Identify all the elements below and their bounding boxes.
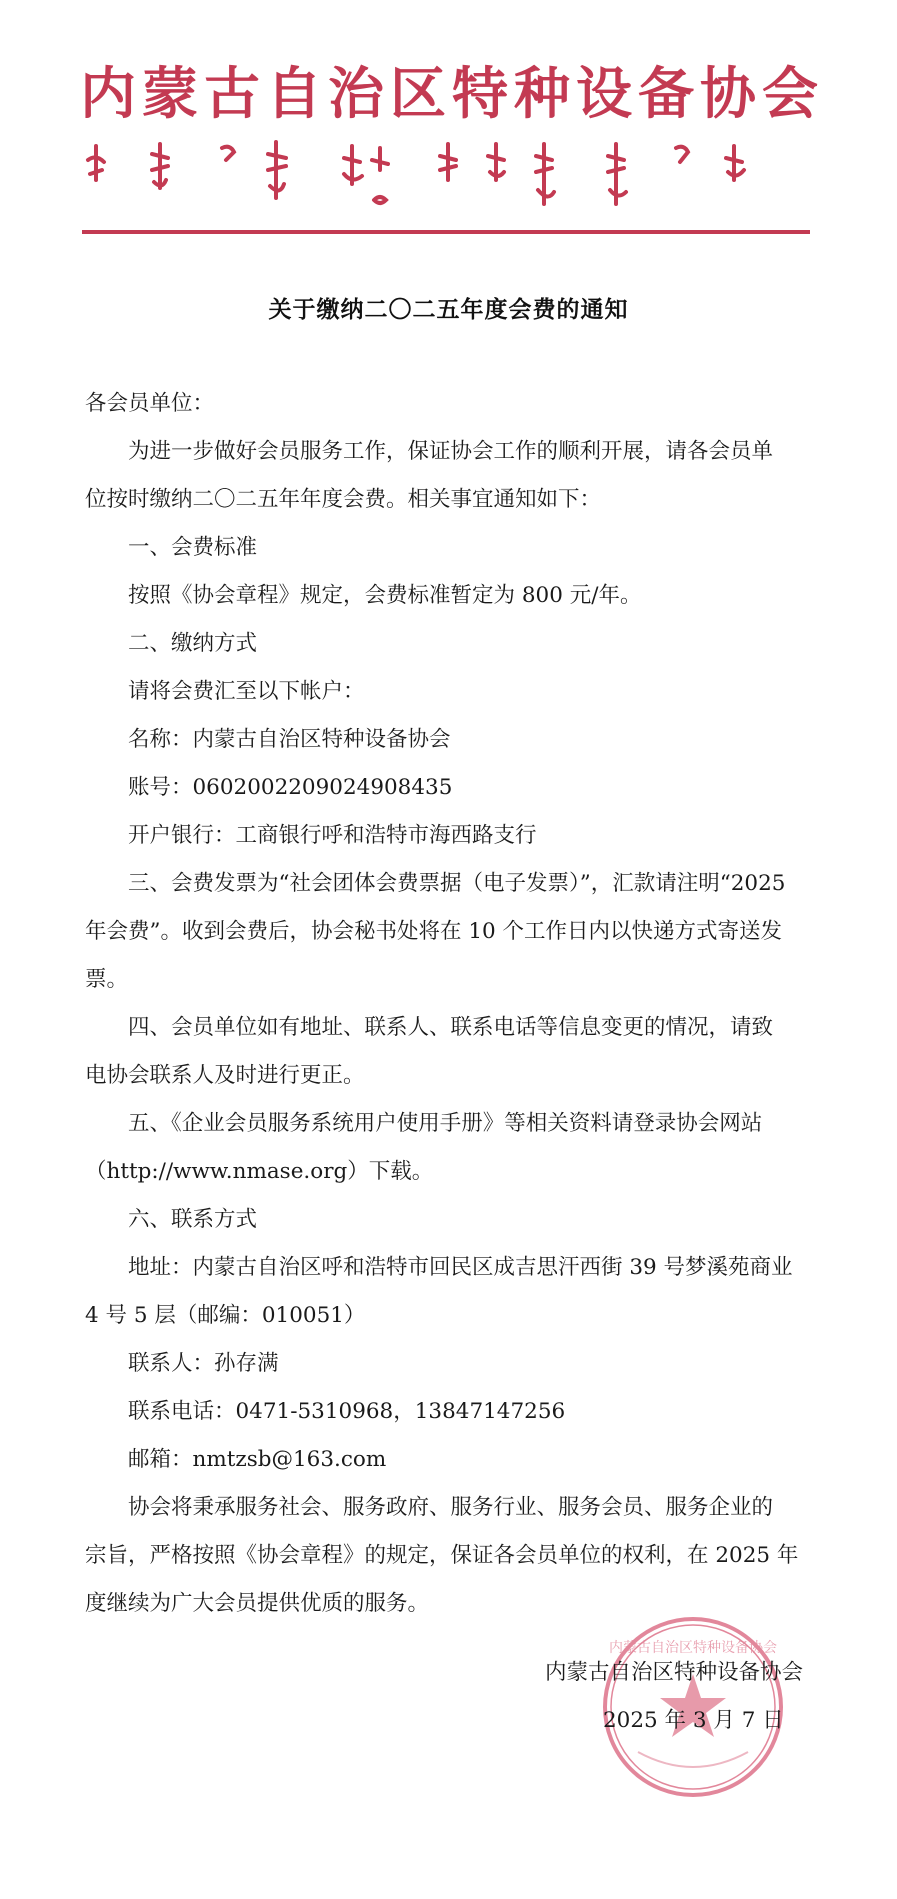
contact-email: 邮箱：nmtzsb@163.com [128, 1447, 387, 1472]
paragraph-line: 年会费”。收到会费后，协会秘书处将在 10 个工作日内以快递方式寄送发 [85, 919, 783, 944]
signature-date: 2025 年 3 月 7 日 [603, 1708, 784, 1733]
paragraph-line: 度继续为广大会员提供优质的服务。 [85, 1591, 430, 1616]
section-heading: 二、缴纳方式 [128, 631, 258, 656]
paragraph-line: 宗旨，严格按照《协会章程》的规定，保证各会员单位的权利，在 2025 年 [85, 1543, 799, 1568]
document-title: 关于缴纳二〇二五年度会费的通知 [268, 297, 629, 323]
mongolian-script-logo [80, 140, 820, 220]
account-name: 名称：内蒙古自治区特种设备协会 [128, 727, 451, 752]
paragraph-line: 三、会费发票为“社会团体会费票据（电子发票）”，汇款请注明“2025 [128, 871, 786, 896]
address-line: 4 号 5 层（邮编：010051） [85, 1303, 366, 1328]
svg-text:内蒙古自治区特种设备协会: 内蒙古自治区特种设备协会 [609, 1640, 777, 1656]
paragraph-line: 为进一步做好会员服务工作，保证协会工作的顺利开展，请各会员单 [128, 439, 774, 464]
letterhead-divider [82, 230, 810, 234]
account-number: 账号：0602002209024908435 [128, 775, 453, 800]
paragraph-line: 票。 [85, 967, 129, 992]
paragraph-line: 按照《协会章程》规定，会费标准暂定为 800 元/年。 [128, 583, 642, 608]
contact-phone: 联系电话：0471-5310968，13847147256 [128, 1399, 566, 1424]
section-heading: 六、联系方式 [128, 1207, 258, 1232]
paragraph-line: 四、会员单位如有地址、联系人、联系电话等信息变更的情况，请致 [128, 1015, 774, 1040]
paragraph-line: 请将会费汇至以下帐户： [128, 679, 365, 704]
paragraph-line: 协会将秉承服务社会、服务政府、服务行业、服务会员、服务企业的 [128, 1495, 774, 1520]
address-line: 地址：内蒙古自治区呼和浩特市回民区成吉思汗西街 39 号梦溪苑商业 [128, 1255, 793, 1280]
letterhead-mongolian-script [80, 140, 820, 220]
paragraph-line: 电协会联系人及时进行更正。 [85, 1063, 365, 1088]
paragraph-line: 五、《企业会员服务系统用户使用手册》等相关资料请登录协会网站 [128, 1111, 763, 1136]
letterhead-org-name: 内蒙古自治区特种设备协会 [80, 61, 824, 127]
salutation: 各会员单位： [85, 391, 215, 416]
paragraph-line: 位按时缴纳二〇二五年年度会费。相关事宜通知如下： [85, 487, 602, 512]
contact-person: 联系人：孙存满 [128, 1351, 279, 1376]
website-line: （http://www.nmase.org）下载。 [85, 1159, 434, 1184]
section-heading: 一、会费标准 [128, 535, 258, 560]
bank-name: 开户银行：工商银行呼和浩特市海西路支行 [128, 823, 537, 848]
signature-organization: 内蒙古自治区特种设备协会 [545, 1660, 804, 1685]
